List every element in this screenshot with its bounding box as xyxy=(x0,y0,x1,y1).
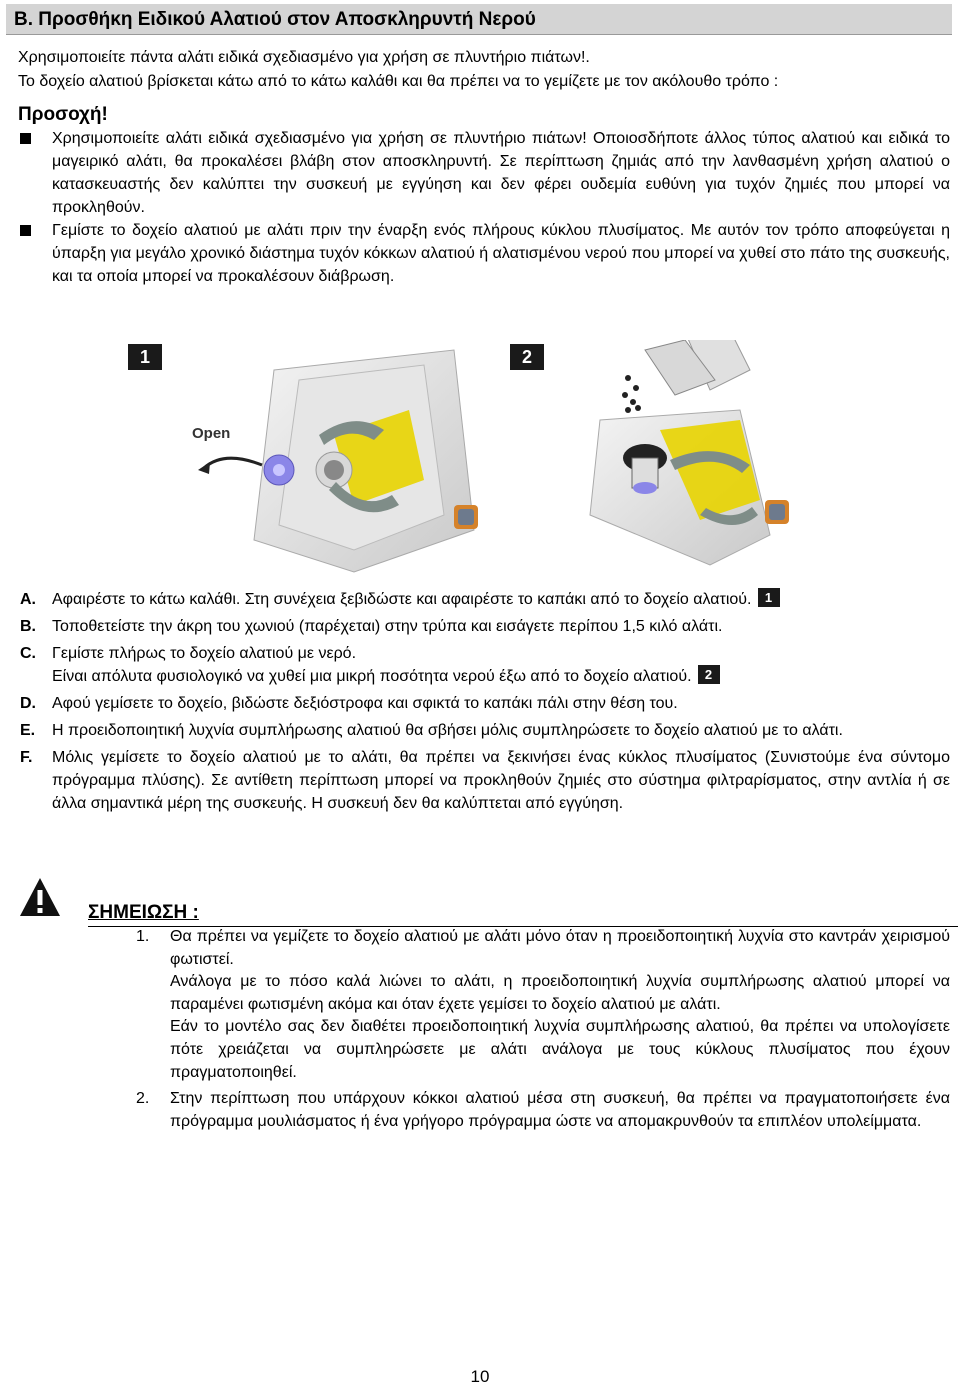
salt-funnel-illustration xyxy=(510,340,890,575)
instruction-steps xyxy=(20,588,950,819)
caution-bullets xyxy=(18,127,950,288)
square-bullet-icon xyxy=(20,225,31,236)
open-label: Open xyxy=(192,425,231,442)
salt-container-illustration xyxy=(124,340,504,575)
figure-open-cap xyxy=(124,340,504,575)
step-item: B. Τοποθετείστε την άκρη του χωνιού (παρέχεται) στην τρύπα και εισάγετε περίπου 1,5 κιλό αλάτι. xyxy=(20,618,723,635)
caution-heading: Προσοχή! xyxy=(18,104,108,125)
figure-reference-badge: 1 xyxy=(758,588,780,607)
figure-fill-salt xyxy=(510,340,890,575)
step-item: E. Η προειδοποιητική λυχνία συμπλήρωσης αλατιού θα σβήσει μόλις συμπληρώσετε το δοχείο αλατιού με το αλάτι. xyxy=(20,722,843,739)
intro-line-2: Το δοχείο αλατιού βρίσκεται κάτω από το κάτω καλάθι και θα πρέπει να το γεμίζετε με τον ακόλουθο τρόπο : xyxy=(18,73,779,90)
bullet-item: Γεμίστε το δοχείο αλατιού με αλάτι πριν την έναρξη ενός πλήρους κύκλου πλυσίματος. Με αυτόν τον τρόπο αποφεύγεται η ύπαρξη για μεγάλο χρονικό διάστημα τυχόν κόκκων αλατιού ή αλατισμένου νερού που μπορεί να χυθεί στο πάτο της συσκευής, και τα οποία μπορεί να προκαλέσουν διάβρωση. xyxy=(18,219,950,288)
step-item: D. Αφού γεμίσετε το δοχείο, βιδώστε δεξιόστροφα και σφικτά το καπάκι πάλι στην θέση του. xyxy=(20,695,678,712)
note-heading: ΣΗΜΕΙΩΣΗ : xyxy=(88,902,958,927)
note-list xyxy=(136,926,950,1137)
section-header xyxy=(6,4,952,35)
figure-badge: 1 xyxy=(128,344,162,370)
note-item: 1. Θα πρέπει να γεμίζετε το δοχείο αλατιού με αλάτι μόνο όταν η προειδοποιητική λυχνία στο καντράν χειρισμού φωτιστεί. Ανάλογα με το πόσο καλά λιώνει το αλάτι, η προειδοποιητική λυχνία συμπλήρωσης αλατιού μπορεί να παραμένει φωτισμένη ακόμα και όταν έχετε γεμίσει το δοχείο αλατιού με αλάτι. Εάν το μοντέλο σας δεν διαθέτει προειδοποιητική λυχνία συμπλήρωσης αλατιού, θα πρέπει να υπολογίσετε πότε χρειάζεται να συμπληρώσετε με αλάτι ανάλογα με τους κύκλους πλυσίματος που έχουν πραγματοποιηθεί. xyxy=(136,928,950,1081)
step-item: C. Γεμίστε πλήρως το δοχείο αλατιού με νερό. Είναι απόλυτα φυσιολογικό να χυθεί μια μικρή ποσότητα νερού έξω από το δοχείο αλατιού. 2 xyxy=(20,642,950,688)
warning-icon xyxy=(18,876,62,920)
step-item: F. Μόλις γεμίσετε το δοχείο αλατιού με το αλάτι, θα πρέπει να ξεκινήσει ένας κύκλος πλυσίματος (Συνιστούμε ένα σύντομο πρόγραμμα πλύσης). Σε αντίθετη περίπτωση μπορεί να προκληθούν ζημιές στο σύστημα φιλτραρίσματος, στην αντλία ή σε άλλα σημαντικά μέρη της συσκευής. Η συσκευή δεν θα καλύπτεται από εγγύηση. xyxy=(20,749,950,812)
figure-reference-badge: 2 xyxy=(698,665,720,684)
figure-badge: 2 xyxy=(510,344,544,370)
page-number: 10 xyxy=(470,1367,490,1386)
intro-text xyxy=(18,46,948,94)
bullet-item: Χρησιμοποιείτε αλάτι ειδικά σχεδιασμένο για χρήση σε πλυντήριο πιάτων! Οποιοσδήποτε άλλος τύπος αλατιού και ειδικά το μαγειρικό αλάτι, θα προκαλέσει βλάβη στον αποσκληρυντή. Σε περίπτωση ζημιάς από την λανθασμένη χρήση αλατιού ο κατασκευαστής δεν καλύπτει την συσκευή με εγγύηση και δεν φέρει ουδεμία ευθύνη για τυχόν ζημιές που μπορεί να προκληθούν. xyxy=(18,127,950,219)
step-item: A. Αφαιρέστε το κάτω καλάθι. Στη συνέχεια ξεβιδώστε και αφαιρέστε το καπάκι από το δοχείο αλατιού. 1 xyxy=(20,588,950,611)
section-title: B. Προσθήκη Ειδικού Αλατιού στον Αποσκληρυντή Νερού xyxy=(14,9,536,30)
square-bullet-icon xyxy=(20,133,31,144)
intro-line-1: Χρησιμοποιείτε πάντα αλάτι ειδικά σχεδιασμένο για χρήση σε πλυντήριο πιάτων!. xyxy=(18,49,590,66)
note-item: 2. Στην περίπτωση που υπάρχουν κόκκοι αλατιού μέσα στη συσκευή, θα πρέπει να πραγματοποιήσετε ένα πρόγραμμα μουλιάσματος ή ένα γρήγορο πρόγραμμα ώστε να απομακρυνθούν τα επιπλέον υπολείμματα. xyxy=(136,1090,950,1130)
